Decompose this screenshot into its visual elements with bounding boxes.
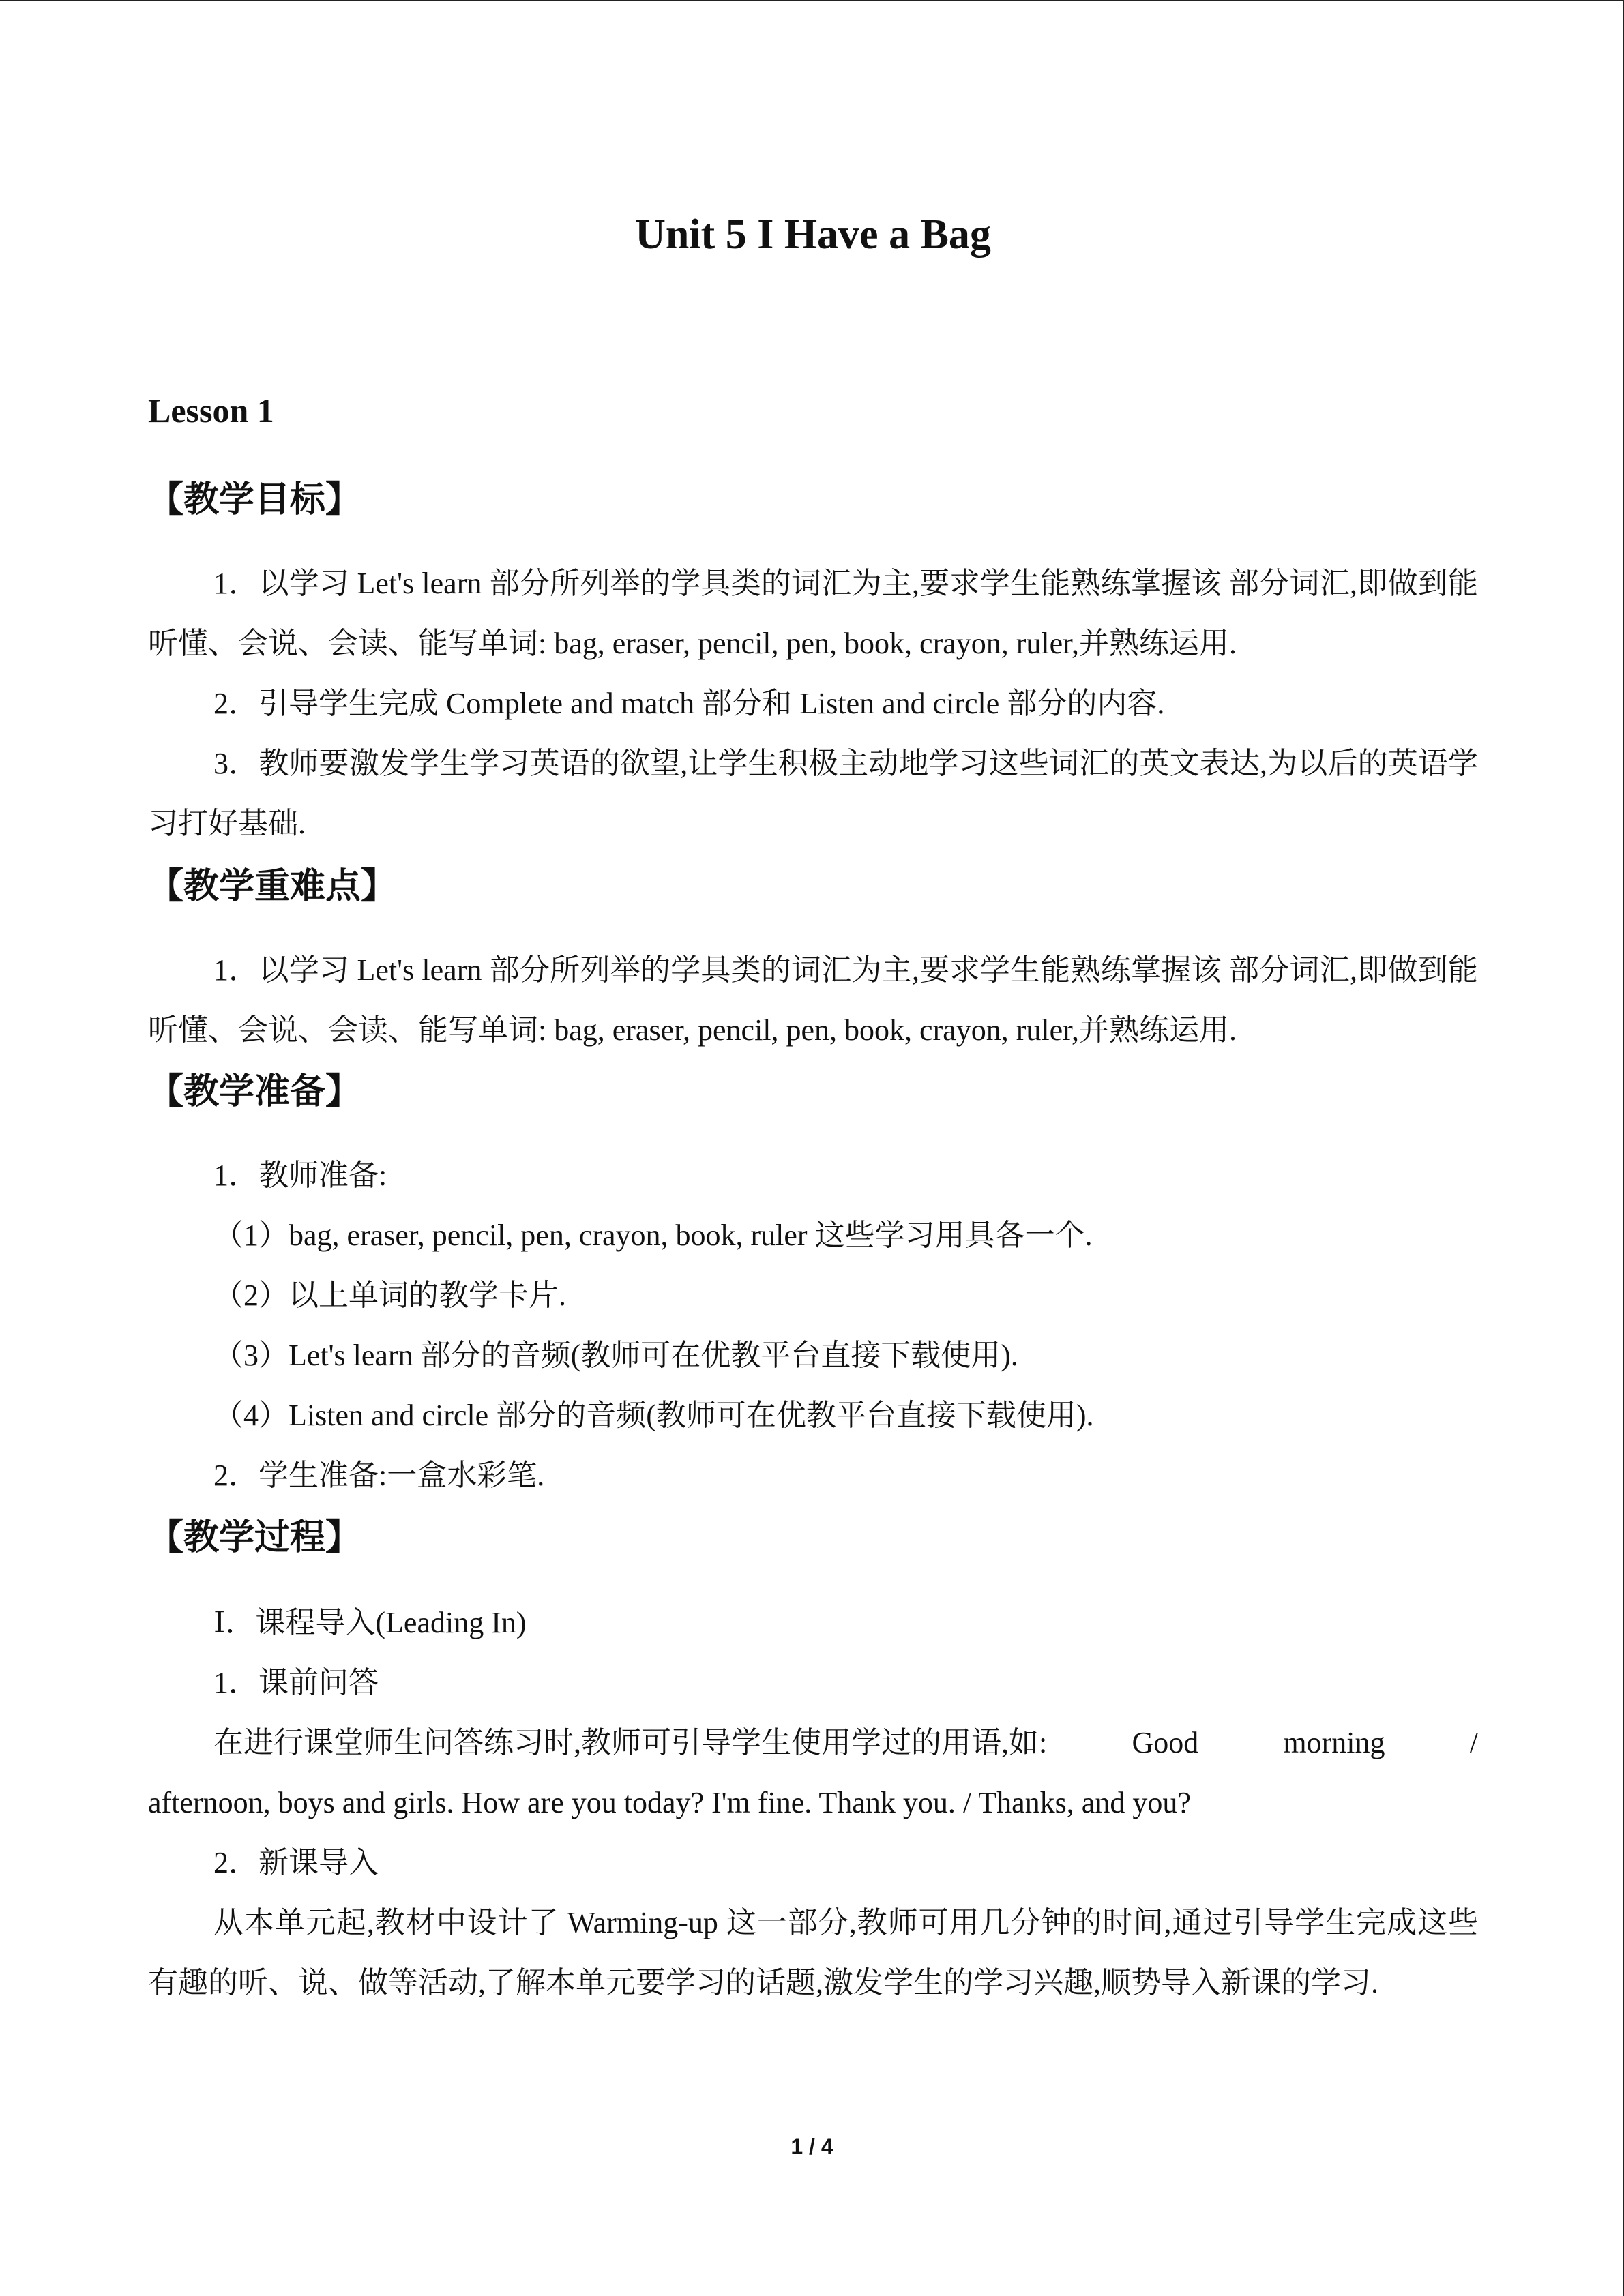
objective-item-1: 1．以学习 Let's learn 部分所列举的学具类的词汇为主,要求学生能熟练掌握该 部分词汇,即做到能听懂、会说、会读、能写单词: bag, eraser, pencil, pen, book, crayon, ruler,并熟练运用.	[148, 567, 1478, 660]
process-step-1-text-line-2: afternoon, boys and girls. How are you today? I'm fine. Thank you. / Thanks, and you?	[148, 1786, 1191, 1819]
prep-teacher-2: （2）以上单词的教学卡片.	[213, 1279, 566, 1312]
objective-item-2: 2．引导学生完成 Complete and match 部分和 Listen and circle 部分的内容.	[213, 687, 1165, 720]
step1-line1-a: 在进行课堂师生问答练习时,教师可引导学生使用学过的用语,如:	[213, 1726, 1048, 1759]
prep-teacher: 1．教师准备:	[213, 1159, 387, 1192]
page-number: 1 / 4	[791, 2134, 833, 2159]
section-heading-process: 【教学过程】	[148, 1517, 361, 1558]
step1-line1-d: /	[1469, 1726, 1478, 1759]
process-step-2-text: 从本单元起,教材中设计了 Warming-up 这一部分,教师可用几分钟的时间,通过引导学生完成这些有趣的听、说、做等活动,了解本单元要学习的话题,激发学生的学习兴趣,顺势导入新课的学习.	[148, 1906, 1478, 1999]
step1-line1-c: morning	[1283, 1726, 1385, 1759]
prep-teacher-3: （3）Let's learn 部分的音频(教师可在优教平台直接下载使用).	[213, 1339, 1018, 1372]
process-step-1: 1．课前问答	[213, 1666, 379, 1699]
prep-teacher-1: （1）bag, eraser, pencil, pen, crayon, book, ruler 这些学习用具各一个.	[213, 1219, 1093, 1252]
process-part-1: Ⅰ．课程导入(Leading In)	[213, 1606, 527, 1639]
prep-teacher-4: （4）Listen and circle 部分的音频(教师可在优教平台直接下载使用).	[213, 1399, 1094, 1432]
section-heading-key-points: 【教学重难点】	[148, 866, 397, 907]
lesson-title: Lesson 1	[148, 391, 274, 430]
section-heading-objectives: 【教学目标】	[148, 479, 361, 520]
step1-line1-b: Good	[1132, 1726, 1199, 1759]
section-heading-preparation: 【教学准备】	[148, 1071, 361, 1112]
key-point-item-1: 1．以学习 Let's learn 部分所列举的学具类的词汇为主,要求学生能熟练掌握该 部分词汇,即做到能听懂、会说、会读、能写单词: bag, eraser, pencil, pen, book, crayon, ruler,并熟练运用.	[148, 953, 1478, 1047]
document-title: Unit 5 I Have a Bag	[635, 211, 991, 258]
process-step-2: 2．新课导入	[213, 1846, 379, 1879]
process-step-1-text-line-1	[148, 1713, 1478, 1773]
objective-item-3: 3．教师要激发学生学习英语的欲望,让学生积极主动地学习这些词汇的英文表达,为以后的英语学习打好基础.	[148, 747, 1478, 840]
prep-student: 2．学生准备:一盒水彩笔.	[213, 1459, 545, 1492]
